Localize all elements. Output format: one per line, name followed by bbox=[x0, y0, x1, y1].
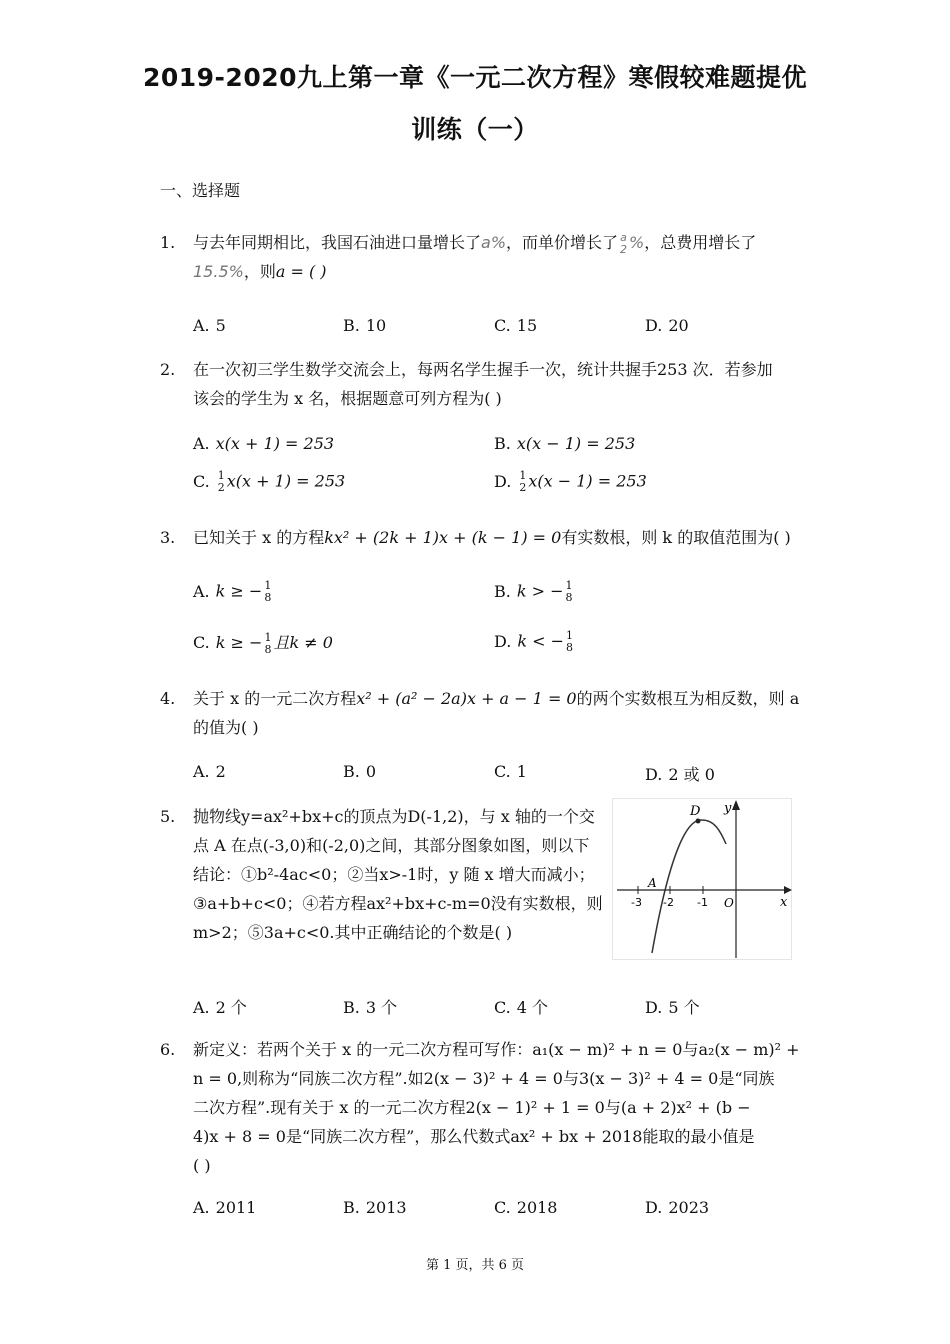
q1-option-a[interactable] bbox=[193, 316, 226, 335]
q2-line1: 在一次初三学生数学交流会上，每两名学生握手一次，统计共握手253 次．若参加 bbox=[193, 360, 773, 379]
fraction bbox=[264, 580, 271, 604]
q1-text-b: ，而单价增长了 bbox=[506, 233, 619, 252]
question-6 bbox=[160, 1035, 800, 1185]
frac-den: 8 bbox=[566, 641, 574, 654]
fraction bbox=[264, 632, 271, 656]
option-label: D. bbox=[645, 765, 663, 784]
question-number: 6. bbox=[160, 1040, 176, 1059]
q6-line5: ( ) bbox=[193, 1156, 211, 1175]
option-label: C. bbox=[494, 998, 511, 1017]
option-value: 2011 bbox=[215, 1198, 257, 1217]
q5-line2: 点 A 在点(-3,0)和(-2,0)之间，其部分图象如图，则以下 bbox=[193, 836, 590, 855]
y-axis-label: y bbox=[724, 801, 732, 816]
page-title-line1: 2019-2020九上第一章《一元二次方程》寒假较难题提优 bbox=[142, 63, 808, 92]
graph-frame bbox=[613, 799, 792, 960]
option-label: B. bbox=[343, 998, 360, 1017]
option-label: B. bbox=[343, 1198, 360, 1217]
frac-num: 1 bbox=[566, 629, 574, 642]
option-label: B. bbox=[494, 581, 511, 601]
option-label: C. bbox=[494, 762, 511, 781]
option-value: 2023 bbox=[668, 1198, 710, 1217]
option-label: C. bbox=[193, 633, 210, 652]
question-text bbox=[193, 684, 800, 742]
option-value: 4 个 bbox=[516, 998, 549, 1017]
q4-option-c[interactable] bbox=[494, 762, 527, 781]
option-label: B. bbox=[343, 762, 360, 781]
q1-option-b[interactable] bbox=[343, 316, 386, 335]
option-value: 2 bbox=[215, 762, 226, 781]
q1-fraction bbox=[620, 232, 627, 256]
parabola-graph bbox=[612, 798, 792, 960]
q1-text-e: a = ( ) bbox=[275, 262, 327, 281]
q4-line2: 的值为( ) bbox=[193, 718, 259, 737]
q1-image-a-percent: a% bbox=[481, 233, 507, 252]
option-value: k < − bbox=[517, 631, 565, 651]
q6-option-b[interactable] bbox=[343, 1198, 407, 1217]
frac-num: 1 bbox=[519, 469, 527, 482]
frac-num: 1 bbox=[565, 579, 573, 592]
tick-label: -1 bbox=[697, 896, 708, 909]
q6-line3: 二次方程”.现有关于 x 的一元二次方程2(x − 1)² + 1 = 0与(a + 2)x² + (b − bbox=[193, 1098, 751, 1117]
q1-image-15-5-percent: 15.5% bbox=[193, 262, 244, 281]
frac-den: 2 bbox=[519, 481, 527, 494]
option-label: D. bbox=[645, 998, 663, 1017]
option-value: 5 个 bbox=[668, 998, 700, 1017]
question-text bbox=[193, 1035, 800, 1180]
question-text bbox=[193, 802, 605, 947]
q4-option-b[interactable] bbox=[343, 762, 376, 781]
option-value: x(x − 1) = 253 bbox=[516, 434, 636, 453]
q5-line3: 结论：①b²-4ac<0；②当x>-1时，y 随 x 增大而减小； bbox=[193, 865, 595, 884]
option-label: A. bbox=[193, 1198, 210, 1217]
option-value: 5 bbox=[215, 316, 226, 335]
q1-option-d[interactable] bbox=[645, 316, 689, 335]
q5-option-c[interactable] bbox=[494, 995, 548, 1018]
frac-num: 1 bbox=[217, 469, 225, 482]
point-a-label: A bbox=[648, 876, 657, 890]
option-tail: 且k ≠ 0 bbox=[273, 633, 333, 652]
question-number: 2. bbox=[160, 360, 176, 379]
q3-text-a: 已知关于 x 的方程 bbox=[193, 528, 325, 547]
question-text bbox=[193, 355, 800, 413]
vertex-label: D bbox=[690, 804, 701, 819]
frac-num: 1 bbox=[264, 579, 272, 592]
q4-text-a: 关于 x 的一元二次方程 bbox=[193, 689, 357, 708]
x-axis-label: x bbox=[780, 895, 788, 910]
option-label: D. bbox=[645, 316, 663, 335]
option-label: A. bbox=[193, 581, 210, 601]
option-value: x(x + 1) = 253 bbox=[215, 434, 335, 453]
q5-option-d[interactable] bbox=[645, 995, 700, 1018]
question-number: 1. bbox=[160, 233, 176, 252]
option-label: B. bbox=[343, 316, 360, 335]
q1-text-d: ，则 bbox=[243, 262, 276, 281]
q3-option-a[interactable] bbox=[193, 580, 273, 604]
option-value: 3 个 bbox=[365, 998, 398, 1017]
question-text bbox=[193, 228, 800, 286]
q6-option-c[interactable] bbox=[494, 1198, 557, 1217]
option-value: 2 或 0 bbox=[668, 765, 715, 784]
q5-line5: m>2；⑤3a+c<0.其中正确结论的个数是( ) bbox=[193, 923, 513, 942]
origin-label: O bbox=[724, 896, 734, 910]
option-label: A. bbox=[193, 316, 210, 335]
page-title-line2: 训练（一） bbox=[411, 115, 539, 144]
option-value: 2 个 bbox=[215, 998, 247, 1017]
option-label: C. bbox=[494, 316, 511, 335]
q3-equation: kx² + (2k + 1)x + (k − 1) = 0 bbox=[324, 528, 562, 547]
option-value: 15 bbox=[516, 316, 538, 335]
q2-line2: 该会的学生为 x 名，根据题意可列方程为( ) bbox=[193, 389, 502, 408]
tick-label: -3 bbox=[631, 896, 642, 909]
option-label: C. bbox=[494, 1198, 511, 1217]
q4-text-b: 的两个实数根互为相反数，则 a bbox=[576, 689, 800, 708]
tick-label: -2 bbox=[663, 896, 674, 909]
question-number: 4. bbox=[160, 689, 176, 708]
frac-den: 8 bbox=[264, 591, 272, 604]
q3-option-c[interactable] bbox=[193, 630, 333, 656]
question-5 bbox=[160, 802, 605, 952]
option-value: 10 bbox=[365, 316, 387, 335]
option-label: D. bbox=[494, 631, 512, 651]
option-value: 1 bbox=[516, 762, 527, 781]
q3-text-b: 有实数根，则 k 的取值范围为( ) bbox=[561, 528, 791, 547]
question-1 bbox=[160, 228, 800, 288]
option-value: k > − bbox=[516, 581, 564, 601]
fraction bbox=[519, 470, 526, 494]
option-value: 2013 bbox=[365, 1198, 407, 1217]
q2-option-b[interactable] bbox=[494, 434, 635, 453]
option-label: C. bbox=[193, 471, 210, 491]
q1-option-c[interactable] bbox=[494, 316, 537, 335]
q1-frac-num: a bbox=[620, 230, 627, 244]
q2-option-a[interactable] bbox=[193, 434, 334, 453]
option-label: D. bbox=[645, 1198, 663, 1217]
option-value: x(x + 1) = 253 bbox=[226, 471, 346, 491]
q6-option-a[interactable] bbox=[193, 1198, 256, 1217]
q4-equation: x² + (a² − 2a)x + a − 1 = 0 bbox=[356, 689, 577, 708]
frac-num: 1 bbox=[264, 630, 272, 644]
q3-option-d[interactable] bbox=[494, 630, 575, 654]
q3-option-b[interactable] bbox=[494, 580, 575, 604]
page-footer: 第 1 页，共 6 页 bbox=[425, 1258, 525, 1273]
option-label: B. bbox=[494, 434, 511, 453]
question-3 bbox=[160, 523, 800, 553]
question-text bbox=[193, 523, 800, 552]
q6-option-d[interactable] bbox=[645, 1198, 709, 1217]
question-number: 3. bbox=[160, 528, 176, 547]
q1-text-a: 与去年同期相比，我国石油进口量增长了 bbox=[193, 233, 482, 252]
option-label: D. bbox=[494, 471, 512, 491]
option-label: A. bbox=[193, 762, 210, 781]
q6-line4: 4)x + 8 = 0是“同族二次方程”，那么代数式ax² + bx + 2018能取的最小值是 bbox=[193, 1127, 755, 1146]
q6-line2: n = 0,则称为“同族二次方程”.如2(x − 3)² + 4 = 0与3(x − 3)² + 4 = 0是“同族 bbox=[193, 1069, 775, 1088]
fraction bbox=[566, 630, 573, 654]
vertex-point bbox=[696, 819, 701, 824]
q2-option-d[interactable] bbox=[494, 470, 647, 494]
option-label: A. bbox=[193, 434, 210, 453]
frac-den: 8 bbox=[264, 642, 272, 656]
option-value: 2018 bbox=[516, 1198, 558, 1217]
option-value: k ≥ − bbox=[215, 581, 263, 601]
q5-option-b[interactable] bbox=[343, 995, 397, 1018]
q6-line1: 新定义：若两个关于 x 的一元二次方程可写作：a₁(x − m)² + n = 0与a₂(x − m)² + bbox=[193, 1040, 800, 1059]
q4-option-a[interactable] bbox=[193, 762, 226, 781]
q1-text-c: ，总费用增长了 bbox=[644, 233, 757, 252]
q5-line4: ③a+b+c<0；④若方程ax²+bx+c-m=0没有实数根，则 bbox=[193, 894, 603, 913]
option-label: A. bbox=[193, 998, 210, 1017]
option-value: 0 bbox=[365, 762, 377, 781]
frac-den: 8 bbox=[565, 591, 573, 604]
section-heading: 一、选择题 bbox=[160, 181, 241, 200]
option-value: x(x − 1) = 253 bbox=[528, 471, 647, 491]
q5-option-a[interactable] bbox=[193, 995, 247, 1018]
q1-frac-den: 2 bbox=[620, 242, 628, 256]
frac-den: 2 bbox=[217, 481, 225, 494]
q2-option-c[interactable] bbox=[193, 470, 345, 494]
q4-option-d[interactable] bbox=[645, 762, 715, 785]
q1-percent-sign: % bbox=[629, 233, 645, 252]
option-value: k ≥ − bbox=[215, 633, 263, 652]
q5-line1: 抛物线y=ax²+bx+c的顶点为D(-1,2)，与 x 轴的一个交 bbox=[193, 807, 595, 826]
option-value: 20 bbox=[668, 316, 689, 335]
fraction bbox=[566, 580, 573, 604]
question-4 bbox=[160, 684, 800, 744]
fraction bbox=[218, 470, 225, 494]
question-2 bbox=[160, 355, 800, 415]
question-number: 5. bbox=[160, 807, 176, 826]
